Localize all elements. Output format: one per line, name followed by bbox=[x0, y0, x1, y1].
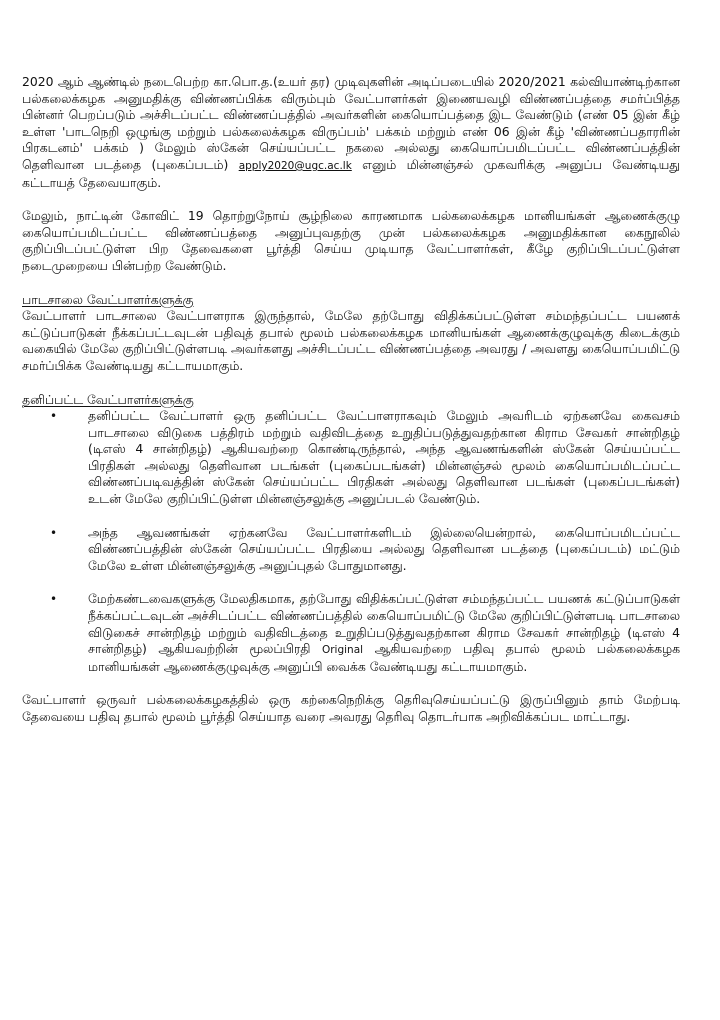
list-item bbox=[22, 408, 680, 508]
bullet-icon: • bbox=[50, 409, 58, 424]
list-item-text-before: மேற்கண்டவைகளுக்கு மேலதிகமாக, தற்போது விதிக்கப்பட்டுள்ள சம்மந்தப்பட்ட பயணக் கட்டுப்பாடுகள் நீக்கப்பட்டவுடன் அச்சிடப்பட்ட விண்ணப்பத்தில் கையொப்பமிட்டு மேலே குறிப்பிட்டுள்ளபடி பாடசாலை விடுகைச் சான்றிதழ் மற்றும் வதிவிடத்தை உறுதிப்படுத்துவதற்கான கிராம சேவகர் சான்றிதழ் (டிஎஸ் 4 சான்றிதழ்) ஆகியவற்றின் மூலப்பிரதி bbox=[88, 591, 680, 657]
private-candidates-section bbox=[22, 392, 680, 676]
school-candidates-section bbox=[22, 292, 680, 375]
original-word: Original bbox=[321, 644, 364, 657]
intro-text: 2020 ஆம் ஆண்டில் நடைபெற்ற கா.பொ.த.(உயர் தர) முடிவுகளின் அடிப்படையில் 2020/2021 கல்வியாண்டிற்கான பல்கலைக்கழக அனுமதிக்கு விண்ணப்பிக்க விரும்பும் வேட்பாளர்கள் இணையவழி விண்ணப்பத்தை சமர்ப்பித்த பின்னர் பெறப்படும் அச்சிடப்பட்ட விண்ணப்பத்தில் அவர்களின் கையொப்பத்தை இட வேண்டும் (எண் 05 இன் கீழ் உள்ள 'பாடநெறி ஒழுங்கு மற்றும் பல்கலைக்கழக விருப்பம்' பக்கம் மற்றும் எண் 06 இன் கீழ் 'விண்ணப்பதாரரின் பிரகடனம்' பக்கம் ) மேலும் ஸ்கேன் செய்யப்பட்ட நகலை அல்லது கையொப்பமிடப்பட்ட விண்ணப்பத்தின் தெளிவான படத்தை (புகைப்படம்) bbox=[22, 74, 680, 172]
closing-paragraph: வேட்பாளர் ஒருவர் பல்கலைக்கழகத்தில் ஒரு கற்கைநெறிக்கு தெரிவுசெய்யப்பட்டு இருப்பினும் தாம் மேற்படி தேவையை பதிவு தபால் மூலம் பூர்த்தி செய்யாத வரை அவரது தெரிவு தொடர்பாக அறிவிக்கப்பட மாட்டாது. bbox=[22, 692, 680, 724]
document-page bbox=[22, 74, 680, 743]
email-address[interactable]: apply2020@ugc.ac.lk bbox=[238, 159, 352, 172]
list-item bbox=[22, 525, 680, 575]
intro-text-after: எனும் மின்னஞ்சல் முகவரிக்கு அனுப்ப வேண்டியது கட்டாயத் தேவையாகும். bbox=[22, 156, 680, 190]
list-item-text-after: ஆகியவற்றை பதிவு தபால் மூலம் பல்கலைக்கழக மானியங்கள் ஆணைக்குழுவுக்கு அனுப்பி வைக்க வேண்டியது கட்டாயமாகும். bbox=[88, 641, 680, 674]
list-item bbox=[22, 591, 680, 675]
intro-paragraph bbox=[22, 74, 680, 191]
list-item-text: தனிப்பட்ட வேட்பாளர் ஒரு தனிப்பட்ட வேட்பாளராகவும் மேலும் அவரிடம் ஏற்கனவே கைவசம் பாடசாலை விடுகை பத்திரம் மற்றும் வதிவிடத்தை உறுதிப்படுத்துவதற்கான கிராம சேவகர் சான்றிதழ் (டிஎஸ் 4 சான்றிதழ்) ஆகியவற்றை கொண்டிருந்தால், அந்த ஆவணங்களின் ஸ்கேன் செய்யப்பட்ட பிரதிகள் அல்லது தெளிவான படங்கள் (புகைப்படங்கள்) மின்னஞ்சல் மூலம் கையொப்பமிடப்பட்ட விண்ணப்படிவத்தின் ஸ்கேன் செய்யப்பட்ட பிரதிகள் அல்லது தெளிவான படங்கள் (புகைப்படங்கள்) உடன் மேலே குறிப்பிட்டுள்ள மின்னஞ்சலுக்கு அனுப்படல் வேண்டும். bbox=[88, 408, 680, 507]
covid-paragraph: மேலும், நாட்டின் கோவிட் 19 தொற்றுநோய் சூழ்நிலை காரணமாக பல்கலைக்கழக மானியங்கள் ஆணைக்குழு கையொப்பமிடப்பட்ட விண்ணப்பத்தை அனுப்புவதற்கு முன் பல்கலைக்கழக அனுமதிக்கான கைநூலில் குறிப்பிடப்பட்டுள்ள பிற தேவைகளை பூர்த்தி செய்ய முடியாத வேட்பாளர்கள், கீழே குறிப்பிடப்பட்டுள்ள நடைமுறையை பின்பற்ற வேண்டும். bbox=[22, 208, 680, 273]
bullet-icon: • bbox=[50, 592, 58, 607]
private-candidates-list bbox=[22, 408, 680, 675]
list-item-text: அந்த ஆவணங்கள் ஏற்கனவே வேட்பாளர்களிடம் இல்லையென்றால், கையொப்பமிடப்பட்ட விண்ணப்பத்தின் ஸ்கேன் செய்யப்பட்ட பிரதியை அல்லது தெளிவான படத்தை (புகைப்படம்) மட்டும் மேலே உள்ள மின்னஞ்சலுக்கு அனுப்புதல் போதுமானது. bbox=[88, 524, 680, 573]
school-candidates-heading: பாடசாலை வேட்பாளர்களுக்கு bbox=[22, 291, 194, 307]
bullet-icon: • bbox=[50, 525, 58, 540]
private-candidates-heading: தனிப்பட்ட வேட்பாளர்களுக்கு bbox=[22, 391, 194, 407]
school-candidates-body: வேட்பாளர் பாடசாலை வேட்பாளராக இருந்தால், மேலே தற்போது விதிக்கப்பட்டுள்ள சம்மந்தப்பட்ட பயணக் கட்டுப்பாடுகள் நீக்கப்பட்டவுடன் பதிவுத் தபால் மூலம் பல்கலைக்கழக மானியங்கள் ஆணைக்குழுவுக்கு கிடைக்கும் வகையில் மேலே குறிப்பிட்டுள்ளபடி அவர்களது அச்சிடப்பட்ட விண்ணப்பத்தை அவரது / அவளது கையொப்பமிட்டு சமர்ப்பிக்க வேண்டியது கட்டாயமாகும். bbox=[22, 308, 680, 373]
